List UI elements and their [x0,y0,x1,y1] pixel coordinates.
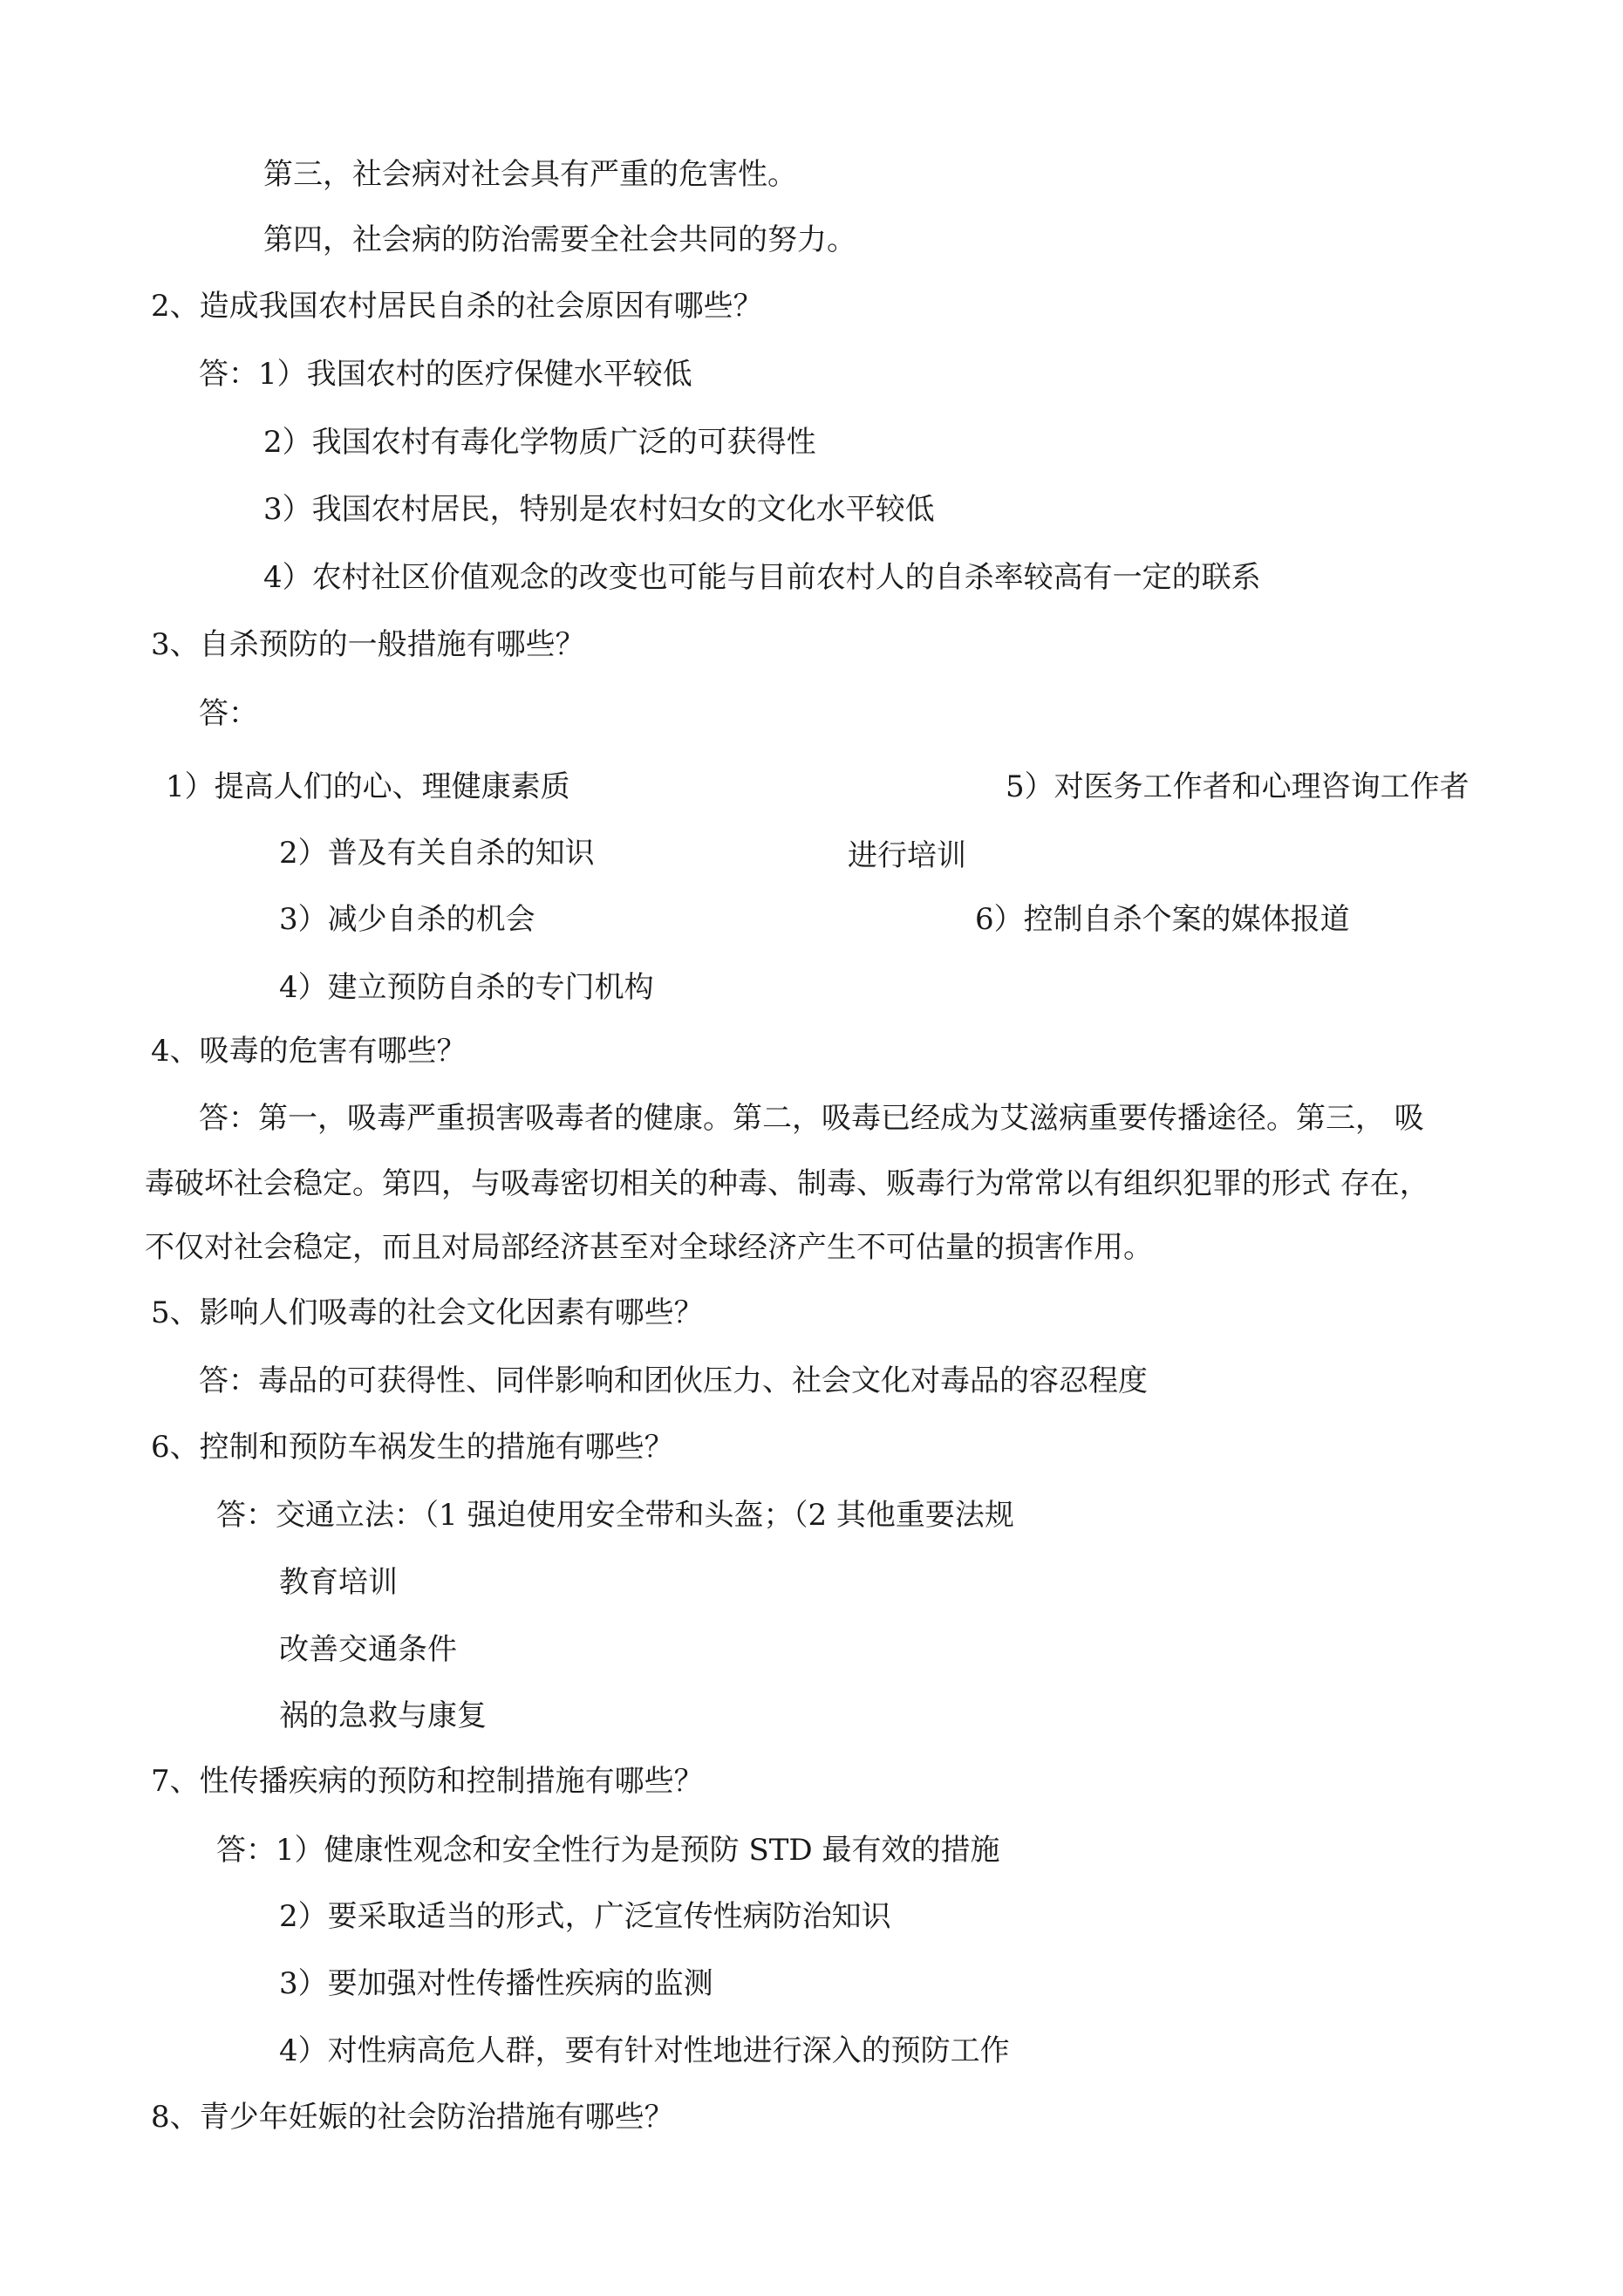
q3-item-2: 2）普及有关自杀的知识 [279,836,595,871]
q2-answer-4: 4）农村社区价值观念的改变也可能与目前农村人的自杀率较高有一定的联系 [263,560,1261,595]
q3-item-1: 1）提高人们的心、理健康素质 [166,769,570,804]
question-5: 5、影响人们吸毒的社会文化因素有哪些？ [151,1295,704,1330]
q7-answer-3: 3）要加强对性传播性疾病的监测 [279,1966,713,2001]
q3-answer-label: 答： [199,696,258,731]
q3-item-6: 6）控制自杀个案的媒体报道 [975,902,1350,937]
q3-item-5a: 5）对医务工作者和心理咨询工作者 [1006,769,1470,804]
question-2: 2、造成我国农村居民自杀的社会原因有哪些？ [151,289,763,324]
q6-answer-3: 改善交通条件 [279,1632,457,1667]
question-6: 6、控制和预防车祸发生的措施有哪些？ [151,1430,674,1465]
q3-item-4: 4）建立预防自杀的专门机构 [279,970,654,1005]
q4-answer-line-3: 不仅对社会稳定，而且对局部经济甚至对全球经济产生不可估量的损害作用。 [145,1230,1153,1265]
q7-answer-4: 4）对性病高危人群，要有针对性地进行深入的预防工作 [279,2033,1010,2068]
q6-answer-4: 祸的急救与康复 [279,1698,487,1733]
intro-fourth: 第四，社会病的防治需要全社会共同的努力。 [263,222,856,257]
q7-answer-2: 2）要采取适当的形式，广泛宣传性病防治知识 [279,1899,891,1934]
q3-item-5b: 进行培训 [848,838,966,873]
q2-answer-2: 2）我国农村有毒化学物质广泛的可获得性 [263,425,816,460]
q4-answer-line-1: 答：第一，吸毒严重损害吸毒者的健康。第二，吸毒已经成为艾滋病重要传播途径。第三， 吸 [199,1101,1424,1136]
question-4: 4、吸毒的危害有哪些？ [151,1034,467,1069]
q2-answer-3: 3）我国农村居民，特别是农村妇女的文化水平较低 [263,492,935,527]
intro-third: 第三，社会病对社会具有严重的危害性。 [263,157,797,192]
q3-item-3: 3）减少自杀的机会 [279,902,535,937]
question-7: 7、性传播疾病的预防和控制措施有哪些？ [151,1764,704,1799]
q2-answer-1: 答：1）我国农村的医疗保健水平较低 [199,357,692,392]
q4-answer-line-2: 毒破坏社会稳定。第四，与吸毒密切相关的种毒、制毒、贩毒行为常常以有组织犯罪的形式 存在， [145,1166,1429,1201]
q6-answer-1: 答：交通立法：（1 强迫使用安全带和头盔；（2 其他重要法规 [216,1498,1014,1533]
question-8: 8、青少年妊娠的社会防治措施有哪些？ [151,2100,674,2135]
q6-answer-2: 教育培训 [279,1565,398,1600]
question-3: 3、自杀预防的一般措施有哪些？ [151,627,585,662]
q7-answer-1: 答：1）健康性观念和安全性行为是预防 STD 最有效的措施 [216,1833,1000,1868]
q5-answer: 答：毒品的可获得性、同伴影响和团伙压力、社会文化对毒品的容忍程度 [199,1363,1148,1398]
